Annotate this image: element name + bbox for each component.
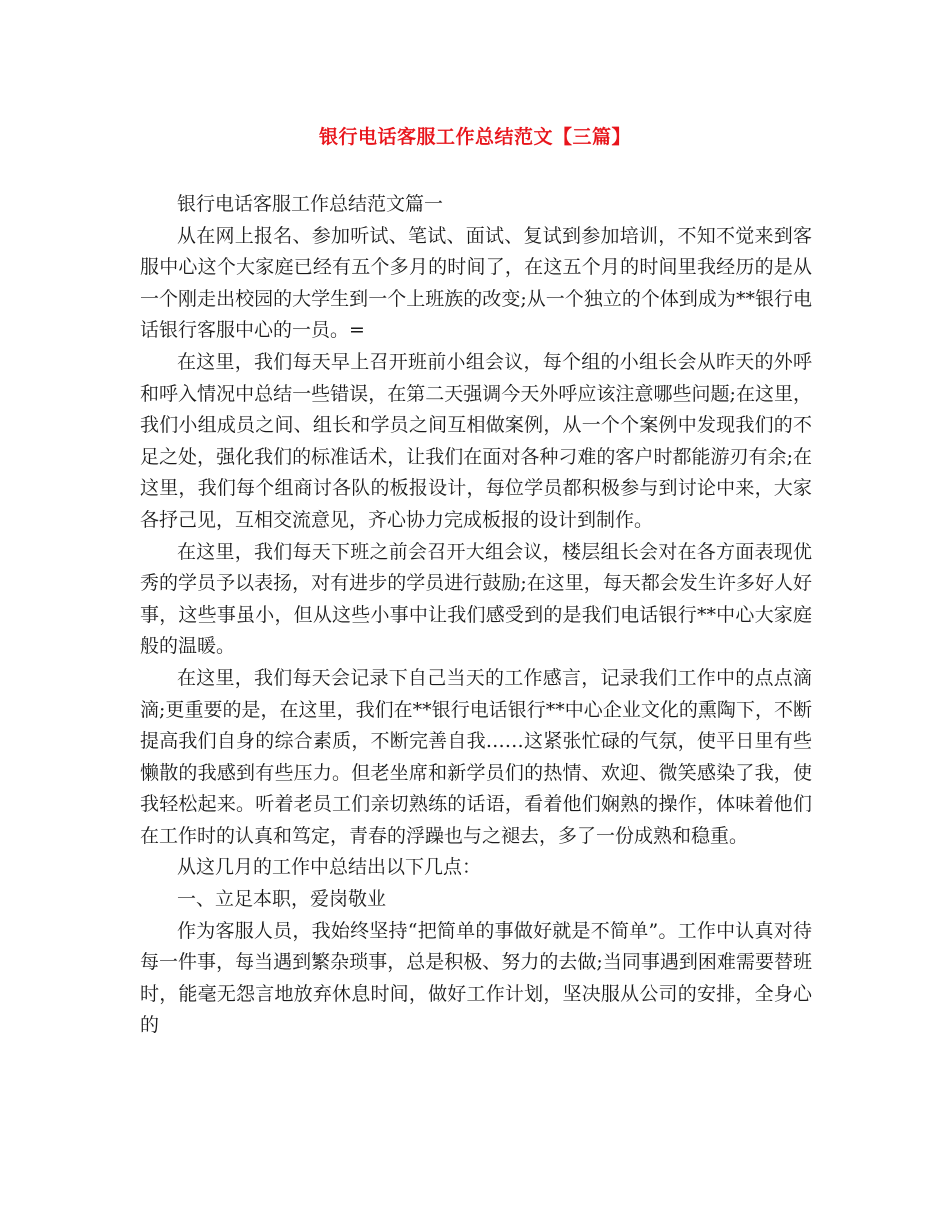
paragraph: 在这里，我们每天会记录下自己当天的工作感言，记录我们工作中的点点滴滴;更重要的是，在这里，我们在**银行电话银行**中心企业文化的熏陶下，不断提高我们自身的综合素质，不断完善自我……这紧张忙碌的气氛，使平日里有些懒散的我感到有些压力。但老坐席和新学员们的热情、欢迎、微笑感染了我，使我轻松起来。听着老员工们亲切熟练的话语，看着他们娴熟的操作，体味着他们在工作时的认真和笃定，青春的浮躁也与之褪去，多了一份成熟和稳重。 xyxy=(140,666,812,847)
document-title: 银行电话客服工作总结范文【三篇】 xyxy=(318,126,631,148)
paragraph: 从这几月的工作中总结出以下几点： xyxy=(177,856,482,879)
paragraph: 从在网上报名、参加听试、笔试、面试、复试到参加培训，不知不觉来到客服中心这个大家庭已经有五个多月的时间了，在这五个月的时间里我经历的是从一个刚走出校园的大学生到一个上班族的改变;从一个独立的个体到成为**银行电话银行客服中心的一员。= xyxy=(140,224,812,342)
paragraph: 作为客服人员，我始终坚持“把简单的事做好就是不简单”。工作中认真对待每一件事，每当遇到繁杂琐事，总是积极、努力的去做;当同事遇到困难需要替班时，能毫无怨言地放弃休息时间，做好工作计划，坚决服从公司的安排，全身心的 xyxy=(140,919,812,1037)
paragraph: 在这里，我们每天早上召开班前小组会议，每个组的小组长会从昨天的外呼和呼入情况中总结一些错误，在第二天强调今天外呼应该注意哪些问题;在这里，我们小组成员之间、组长和学员之间互相做案例，从一个个案例中发现我们的不足之处，强化我们的标准话术，让我们在面对各种刁难的客户时都能游刃有余;在这里，我们每个组商讨各队的板报设计，每位学员都积极参与到讨论中来，大家各抒己见，互相交流意见，齐心协力完成板报的设计到制作。 xyxy=(140,350,812,531)
subheading-1: 一、立足本职，爱岗敬业 xyxy=(177,888,387,911)
section-heading-1: 银行电话客服工作总结范文篇一 xyxy=(177,193,444,215)
paragraph: 在这里，我们每天下班之前会召开大组会议，楼层组长会对在各方面表现优秀的学员予以表扬，对有进步的学员进行鼓励;在这里，每天都会发生许多好人好事，这些事虽小，但从这些小事中让我们感受到的是我们电话银行**中心大家庭般的温暖。 xyxy=(140,540,812,658)
document-body xyxy=(140,189,812,1042)
